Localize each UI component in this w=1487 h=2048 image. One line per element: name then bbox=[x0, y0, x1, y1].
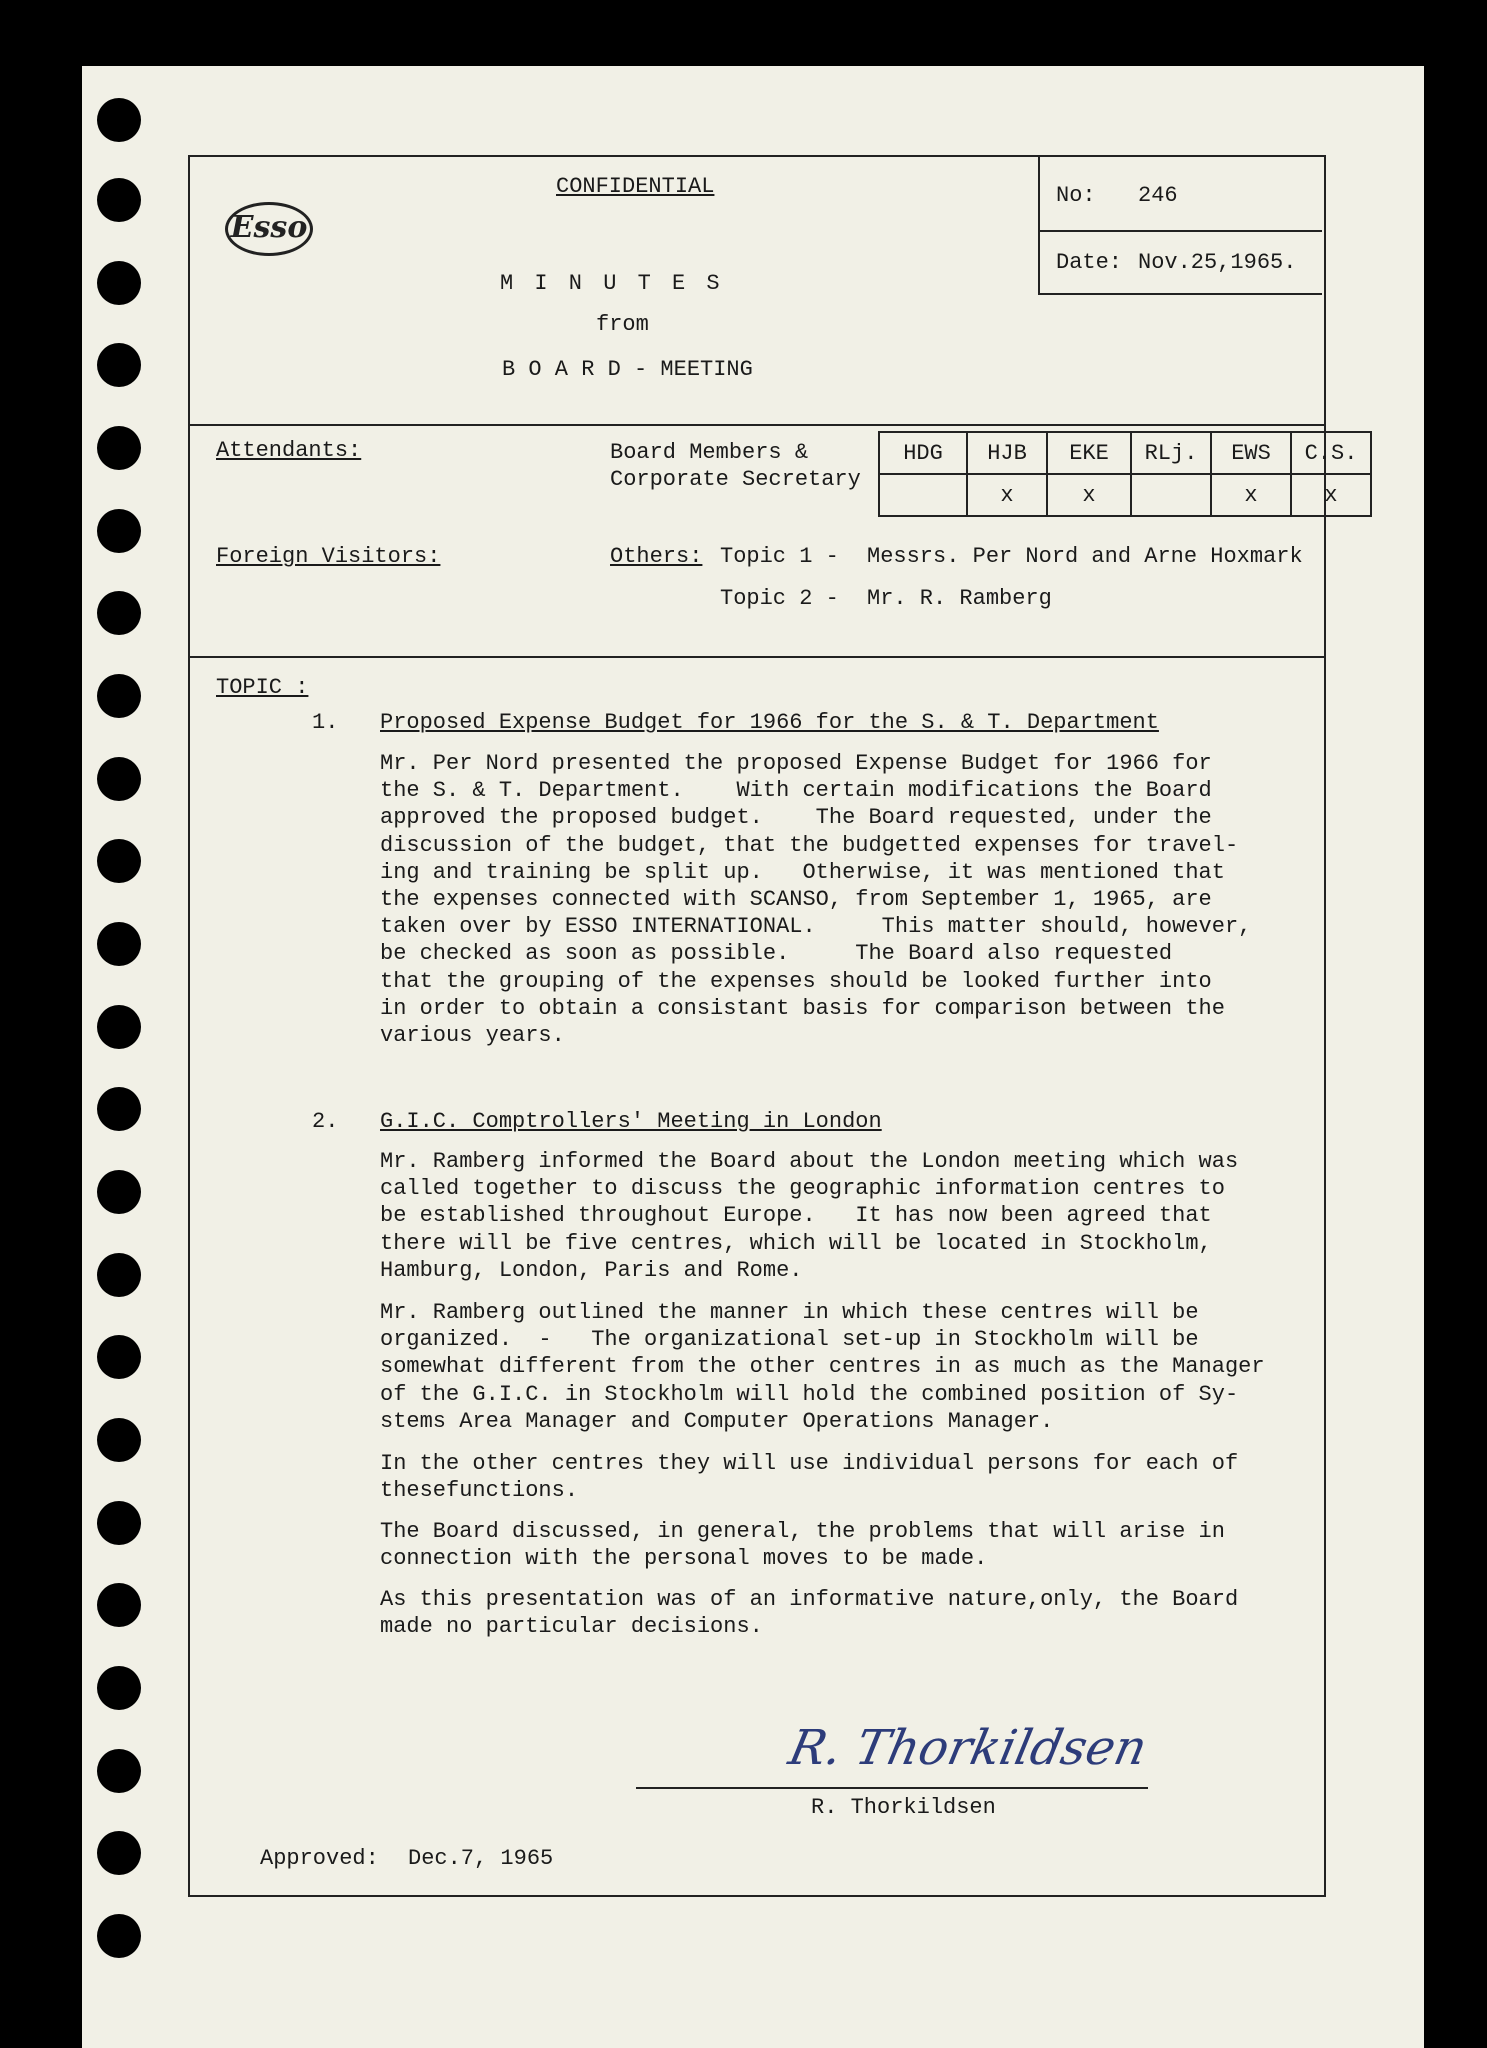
date-label: Date: bbox=[1056, 250, 1123, 275]
topic2-paragraph-5: As this presentation was of an informative nature,only, the Board made no particular decisions. bbox=[380, 1587, 1239, 1640]
binder-hole bbox=[97, 98, 141, 142]
binder-hole bbox=[97, 757, 141, 801]
attendance-grid bbox=[878, 431, 1372, 517]
title-from: from bbox=[596, 312, 649, 337]
confidential-label: CONFIDENTIAL bbox=[556, 174, 715, 199]
attendee-initials: HJB bbox=[967, 432, 1047, 474]
others-topic1-visitors: Messrs. Per Nord and Arne Hoxmark bbox=[867, 544, 1303, 569]
topic1-number: 1. bbox=[312, 710, 339, 735]
binder-hole bbox=[97, 839, 141, 883]
binder-hole bbox=[97, 1335, 141, 1379]
binder-hole bbox=[97, 591, 141, 635]
topic2-paragraph-4: The Board discussed, in general, the problems that will arise in connection with the personal moves to be made. bbox=[380, 1519, 1225, 1572]
binder-hole bbox=[97, 509, 141, 553]
handwritten-signature: R. Thorkildsen bbox=[784, 1720, 1152, 1776]
attendance-initials-row bbox=[879, 432, 1371, 474]
binder-hole bbox=[97, 1418, 141, 1462]
foreign-visitors-label: Foreign Visitors: bbox=[216, 544, 441, 569]
number-box-bottom bbox=[1038, 293, 1322, 295]
number-label: No: bbox=[1056, 183, 1096, 208]
attendance-divider bbox=[188, 656, 1324, 658]
attendee-initials: HDG bbox=[879, 432, 967, 474]
board-members-label: Board Members & bbox=[610, 440, 809, 465]
binder-hole bbox=[97, 1831, 141, 1875]
binder-hole bbox=[97, 1583, 141, 1627]
topic1-title: Proposed Expense Budget for 1966 for the S. & T. Department bbox=[380, 710, 1159, 735]
attendee-initials: EWS bbox=[1211, 432, 1291, 474]
attendance-mark: x bbox=[1211, 474, 1291, 516]
topic1-paragraph: Mr. Per Nord presented the proposed Expense Budget for 1966 for the S. & T. Department. With certain modifications the Board approved the proposed budget. The Board requested, under the discussion of the budget, that the budgetted expenses for travel- ing and training be split up. Otherwise, it was mentioned that the expenses connected with SCANSO, from September 1, 1965, are taken over by ESSO INTERNATIONAL. This matter should, however, be checked as soon as possible. The Board also requested that the grouping of the expenses should be looked further into in order to obtain a consistant basis for comparison between the various years. bbox=[380, 751, 1252, 1049]
attendance-mark bbox=[879, 474, 967, 516]
attendants-label: Attendants: bbox=[216, 438, 362, 463]
binder-hole bbox=[97, 1170, 141, 1214]
binder-hole bbox=[97, 1749, 141, 1793]
title-minutes: M I N U T E S bbox=[500, 271, 724, 296]
binder-hole bbox=[97, 1005, 141, 1049]
number-box-border bbox=[1038, 155, 1040, 294]
attendance-mark: x bbox=[1047, 474, 1131, 516]
binder-hole bbox=[97, 178, 141, 222]
signatory-name: R. Thorkildsen bbox=[811, 1795, 996, 1820]
others-topic2-visitors: Mr. R. Ramberg bbox=[867, 586, 1052, 611]
date-value: Nov.25,1965. bbox=[1138, 250, 1297, 275]
approved-label: Approved: bbox=[260, 1846, 379, 1871]
others-topic2-label: Topic 2 - bbox=[720, 586, 839, 611]
attendance-marks-row bbox=[879, 474, 1371, 516]
esso-logo: Esso bbox=[225, 202, 313, 256]
binder-hole bbox=[97, 1087, 141, 1131]
binder-hole bbox=[97, 1501, 141, 1545]
approved-date: Dec.7, 1965 bbox=[408, 1846, 554, 1871]
header-divider bbox=[188, 424, 1324, 426]
topic2-title: G.I.C. Comptrollers' Meeting in London bbox=[380, 1109, 882, 1134]
number-box-divider bbox=[1038, 230, 1322, 232]
attendance-mark: x bbox=[967, 474, 1047, 516]
corporate-secretary-label: Corporate Secretary bbox=[610, 467, 861, 492]
attendance-mark: x bbox=[1291, 474, 1371, 516]
signature-line bbox=[636, 1787, 1148, 1789]
binder-hole bbox=[97, 343, 141, 387]
topic2-paragraph-3: In the other centres they will use individual persons for each of thesefunctions. bbox=[380, 1451, 1239, 1504]
binder-hole bbox=[97, 426, 141, 470]
binder-hole bbox=[97, 1253, 141, 1297]
attendance-mark bbox=[1131, 474, 1211, 516]
topic2-paragraph-1: Mr. Ramberg informed the Board about the London meeting which was called together to discuss the geographic information centres to be established throughout Europe. It has now been agreed that there will be five centres, which will be located in Stockholm, Hamburg, London, Paris and Rome. bbox=[380, 1149, 1239, 1283]
binder-hole bbox=[97, 1666, 141, 1710]
binder-hole bbox=[97, 1914, 141, 1958]
topic-heading: TOPIC : bbox=[216, 675, 309, 700]
number-value: 246 bbox=[1138, 183, 1178, 208]
title-board-meeting: B O A R D - MEETING bbox=[502, 357, 753, 382]
attendee-initials: EKE bbox=[1047, 432, 1131, 474]
binder-hole bbox=[97, 922, 141, 966]
attendee-initials: RLj. bbox=[1131, 432, 1211, 474]
binder-hole bbox=[97, 674, 141, 718]
topic2-paragraph-2: Mr. Ramberg outlined the manner in which these centres will be organized. - The organizational set-up in Stockholm will be somewhat different from the other centres in as much as the Manager of the G.I.C. in Stockholm will hold the combined position of Sy- stems Area Manager and Computer Operations Manager. bbox=[380, 1300, 1265, 1434]
attendee-initials: C.S. bbox=[1291, 432, 1371, 474]
others-topic1-label: Topic 1 - bbox=[720, 544, 839, 569]
topic2-number: 2. bbox=[312, 1109, 339, 1134]
binder-hole bbox=[97, 261, 141, 305]
others-label: Others: bbox=[610, 544, 703, 569]
